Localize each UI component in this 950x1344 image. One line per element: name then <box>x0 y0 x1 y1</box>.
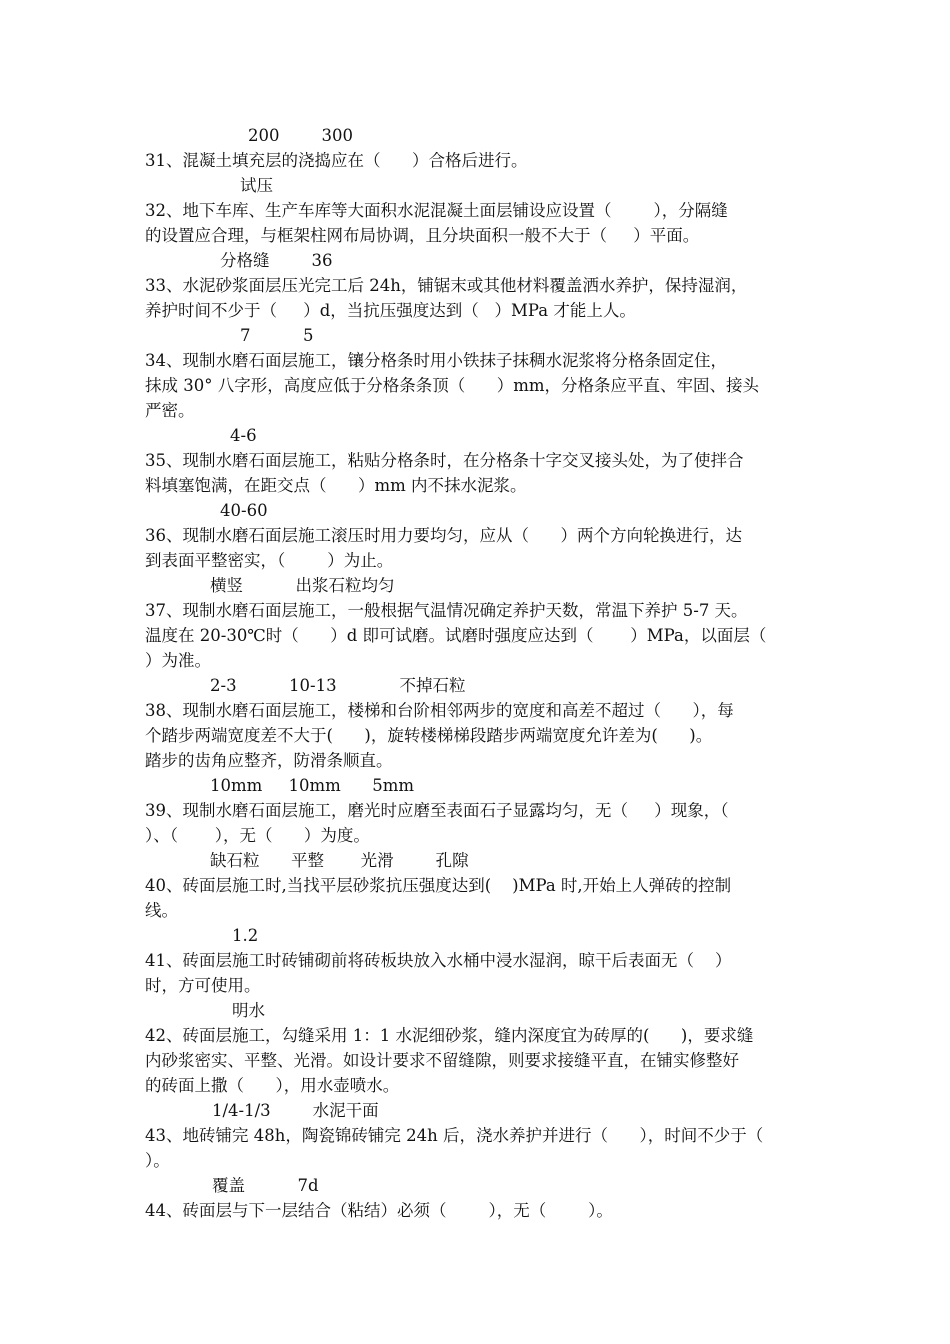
question-line: 的设置应合理，与框架柱网布局协调，且分块面积一般不大于（ ）平面。 <box>145 226 700 245</box>
answer-line: 2-3 10-13 不掉石粒 <box>210 676 466 695</box>
question-line: 44、砖面层与下一层结合（粘结）必须（ ），无（ ）。 <box>145 1201 613 1220</box>
question-line: 养护时间不少于（ ）d，当抗压强度达到（ ）MPa 才能上人。 <box>145 301 636 320</box>
answer-line: 40-60 <box>220 501 268 520</box>
question-line: 36、现制水磨石面层施工滚压时用力要均匀，应从（ ）两个方向轮换进行，达 <box>145 526 742 545</box>
question-line: 个踏步两端宽度差不大于( )，旋转楼梯梯段踏步两端宽度允许差为( )。 <box>145 726 713 745</box>
answer-line: 试压 <box>240 176 273 195</box>
question-line: 31、混凝土填充层的浇捣应在（ ）合格后进行。 <box>145 151 528 170</box>
answer-line: 横竖 出浆石粒均匀 <box>210 576 395 595</box>
answer-line: 1.2 <box>232 926 259 945</box>
question-line: 35、现制水磨石面层施工，粘贴分格条时，在分格条十字交叉接头处，为了使拌合 <box>145 451 744 470</box>
answer-line: 缺石粒 平整 光滑 孔隙 <box>210 851 469 870</box>
answer-line: 7 5 <box>240 326 314 345</box>
question-line: 34、现制水磨石面层施工，镶分格条时用小铁抹子抹稠水泥浆将分格条固定住， <box>145 351 727 370</box>
question-line: 踏步的齿角应整齐，防滑条顺直。 <box>145 751 393 770</box>
question-line: 的砖面上撒（ ），用水壶喷水。 <box>145 1076 400 1095</box>
question-line: 33、水泥砂浆面层压光完工后 24h，铺锯末或其他材料覆盖洒水养护，保持湿润， <box>145 276 748 295</box>
question-line: 43、地砖铺完 48h，陶瓷锦砖铺完 24h 后，浇水养护并进行（ ），时间不少于（ <box>145 1126 764 1145</box>
question-line: 料填塞饱满，在距交点（ ）mm 内不抹水泥浆。 <box>145 476 527 495</box>
question-line: 严密。 <box>145 401 195 420</box>
answer-line: 200 300 <box>248 126 353 145</box>
question-line: 内砂浆密实、平整、光滑。如设计要求不留缝隙，则要求接缝平直，在铺实修整好 <box>145 1051 739 1070</box>
question-line: 40、砖面层施工时,当找平层砂浆抗压强度达到( )MPa 时,开始上人弹砖的控制 <box>145 876 732 895</box>
question-line: 41、砖面层施工时砖铺砌前将砖板块放入水桶中浸水湿润，晾干后表面无（ ） <box>145 951 732 970</box>
question-line: 37、现制水磨石面层施工，一般根据气温情况确定养护天数，常温下养护 5-7 天。 <box>145 601 748 620</box>
question-line: 39、现制水磨石面层施工，磨光时应磨至表面石子显露均匀，无（ ）现象，（ <box>145 801 729 820</box>
answer-line: 明水 <box>232 1001 265 1020</box>
answer-line: 10mm 10mm 5mm <box>210 776 415 795</box>
answer-line: 分格缝 36 <box>220 251 333 270</box>
question-line: 32、地下车库、生产车库等大面积水泥混凝土面层铺设应设置（ ），分隔缝 <box>145 201 728 220</box>
question-line: 线。 <box>145 901 178 920</box>
question-line: ）。 <box>145 1151 170 1170</box>
answer-line: 1/4-1/3 水泥干面 <box>212 1101 379 1120</box>
question-line: 38、现制水磨石面层施工，楼梯和台阶相邻两步的宽度和高差不超过（ ），每 <box>145 701 734 720</box>
answer-line: 4-6 <box>230 426 257 445</box>
question-line: ）为准。 <box>145 651 211 670</box>
question-line: 时，方可使用。 <box>145 976 261 995</box>
question-line: 到表面平整密实，（ ）为止。 <box>145 551 394 570</box>
answer-line: 覆盖 7d <box>212 1176 319 1195</box>
question-line: 抹成 30° 八字形，高度应低于分格条条顶（ ）mm，分格条应平直、牢固、接头 <box>145 376 759 395</box>
question-line: 温度在 20-30℃时（ ）d 即可试磨。试磨时强度应达到（ ）MPa，以面层（ <box>145 626 767 645</box>
question-line: ）、（ ），无（ ）为度。 <box>145 826 370 845</box>
question-line: 42、砖面层施工，勾缝采用 1：1 水泥细砂浆，缝内深度宜为砖厚的( )，要求缝 <box>145 1026 754 1045</box>
